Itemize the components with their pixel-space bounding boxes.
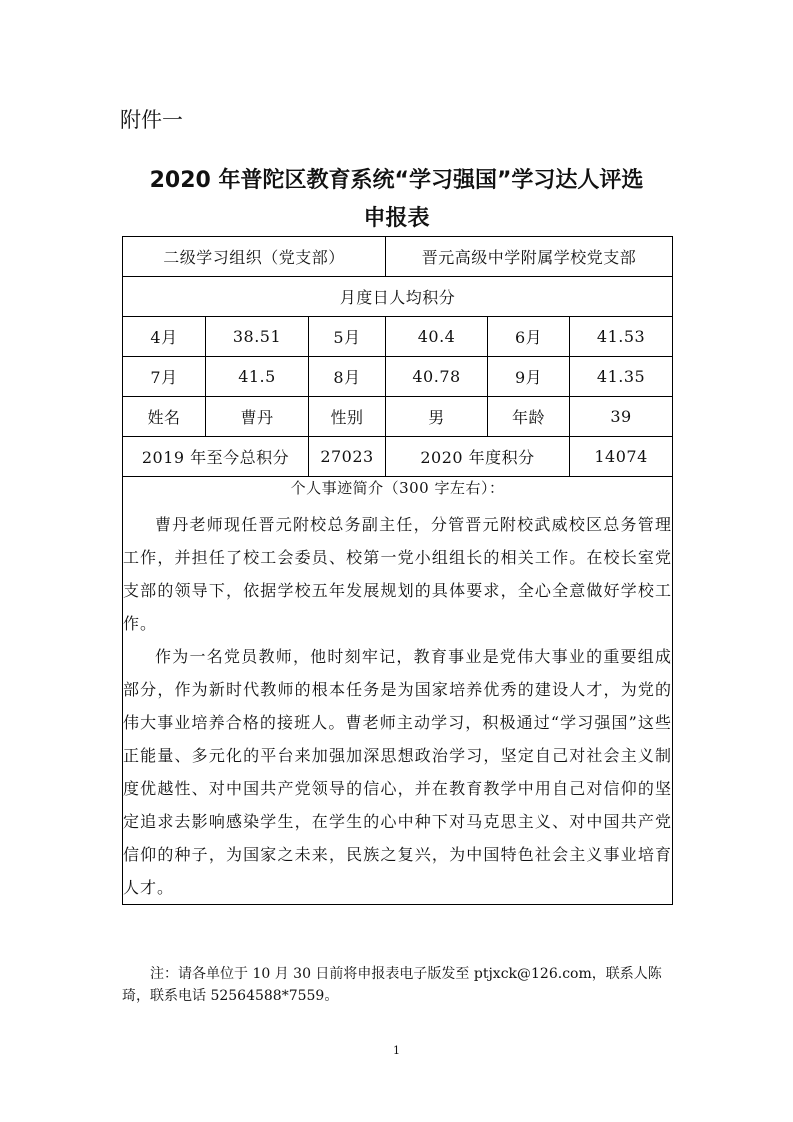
month-label: 4月 — [123, 317, 206, 357]
org-label: 二级学习组织（党支部） — [123, 237, 386, 277]
month-label: 6月 — [488, 317, 570, 357]
bio-label: 个人事迹简介（300 字左右）： — [290, 479, 505, 497]
month-label: 9月 — [488, 357, 570, 397]
submission-note: 注：请各单位于 10 月 30 日前将申报表电子版发至 ptjxck@126.com，联系人陈琦，联系电话 52564588*7559。 — [122, 966, 662, 1004]
month-score: 40.78 — [386, 357, 488, 397]
page-number: 1 — [393, 1044, 400, 1057]
year-score-value: 14074 — [570, 437, 673, 477]
monthly-header-row — [123, 277, 673, 317]
bio-row — [123, 477, 673, 905]
document-title: 2020 年普陀区教育系统“学习强国”学习达人评选 — [149, 168, 644, 193]
personal-info-row — [123, 397, 673, 437]
bio-paragraph: 曹丹老师现任晋元附校总务副主任，分管晋元附校武威校区总务管理工作，并担任了校工会委员、校第一党小组组长的相关工作。在校长室党支部的领导下，依据学校五年发展规划的具体要求，全心全意做好学校工作。 — [123, 515, 673, 633]
month-label: 8月 — [309, 357, 386, 397]
gender-value: 男 — [386, 397, 488, 437]
attachment-label: 附件一 — [120, 108, 183, 132]
year-score-label: 2020 年度积分 — [386, 437, 570, 477]
monthly-score-header: 月度日人均积分 — [123, 277, 673, 317]
bio-paragraph: 作为一名党员教师，他时刻牢记，教育事业是党伟大事业的重要组成部分，作为新时代教师的根本任务是为国家培养优秀的建设人才，为党的伟大事业培养合格的接班人。曹老师主动学习，积极通过“学习强国”这些正能量、多元化的平台来加强加深思想政治学习，坚定自己对社会主义制度优越性、对中国共产党领导的信心，并在教育教学中用自己对信仰的坚定追求去影响感染学生，在学生的心中种下对马克思主义、对中国共产党信仰的种子，为国家之未来，民族之复兴，为中国特色社会主义事业培育人才。 — [123, 647, 673, 897]
age-value: 39 — [570, 397, 673, 437]
name-value: 曹丹 — [206, 397, 309, 437]
month-label: 7月 — [123, 357, 206, 397]
gender-label: 性别 — [309, 397, 386, 437]
total-score-label: 2019 年至今总积分 — [123, 437, 309, 477]
month-score: 41.53 — [570, 317, 673, 357]
bio-cell — [123, 477, 673, 905]
name-label: 姓名 — [123, 397, 206, 437]
monthly-row — [123, 357, 673, 397]
application-form-table — [122, 236, 673, 905]
org-row — [123, 237, 673, 277]
month-score: 38.51 — [206, 317, 309, 357]
month-score: 41.35 — [570, 357, 673, 397]
monthly-row — [123, 317, 673, 357]
age-label: 年龄 — [488, 397, 570, 437]
score-summary-row — [123, 437, 673, 477]
month-score: 41.5 — [206, 357, 309, 397]
org-value: 晋元高级中学附属学校党支部 — [386, 237, 673, 277]
month-score: 40.4 — [386, 317, 488, 357]
month-label: 5月 — [309, 317, 386, 357]
total-score-value: 27023 — [309, 437, 386, 477]
document-subtitle: 申报表 — [363, 206, 430, 231]
